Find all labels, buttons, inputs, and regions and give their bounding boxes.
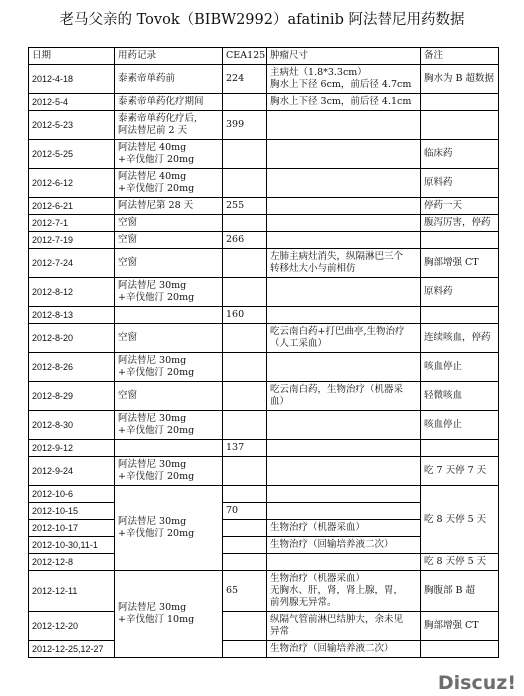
medication-cell [115, 457, 223, 486]
medication-line: +辛伐他汀 20mg [118, 471, 195, 482]
table-row [29, 65, 499, 94]
table-row [29, 111, 499, 140]
date-cell: 2012-10-17 [29, 520, 115, 537]
medication-line: +辛伐他汀 20mg [118, 183, 195, 194]
date-cell: 2012-12-11 [29, 571, 115, 612]
table-row [29, 198, 499, 215]
note-cell [421, 65, 499, 94]
note-line: 胸部增强 CT [424, 257, 479, 268]
medication-cell [115, 65, 223, 94]
medication-line: +辛伐他汀 20mg [118, 425, 195, 436]
cea-cell [223, 324, 267, 353]
note-cell [421, 353, 499, 382]
tumor-size-cell [267, 612, 421, 641]
watermark: Discuz! [437, 672, 516, 694]
table-row [29, 457, 499, 486]
date-cell: 2012-6-12 [29, 169, 115, 198]
medication-cell [115, 249, 223, 278]
medication-line: 阿法替尼 30mg [118, 280, 187, 291]
medication-table [28, 47, 499, 658]
tumor-size-line: 血） [270, 396, 290, 407]
date-cell: 2012-5-23 [29, 111, 115, 140]
table-row [29, 232, 499, 249]
table-row [29, 486, 499, 503]
medication-line: +辛伐他汀 10mg [118, 614, 195, 625]
date-cell: 2012-12-20 [29, 612, 115, 641]
column-header-cea: CEA125 [223, 48, 267, 65]
column-header-note: 备注 [421, 48, 499, 65]
tumor-size-cell [267, 198, 421, 215]
table-row [29, 140, 499, 169]
cea-cell [223, 382, 267, 411]
tumor-size-line: 异常 [270, 626, 290, 637]
tumor-size-cell [267, 641, 421, 658]
date-cell: 2012-10-30,11-1 [29, 537, 115, 554]
note-cell [421, 249, 499, 278]
medication-line: 阿法替尼 30mg [118, 459, 187, 470]
note-cell [421, 440, 499, 457]
note-cell [421, 169, 499, 198]
tumor-size-cell [267, 440, 421, 457]
date-cell: 2012-8-20 [29, 324, 115, 353]
tumor-size-line: 左肺主病灶消失，纵隔淋巴三个 [270, 251, 404, 262]
cea-cell: 137 [223, 440, 267, 457]
medication-cell [115, 571, 223, 658]
date-cell: 2012-8-26 [29, 353, 115, 382]
table-body [29, 65, 499, 658]
date-cell: 2012-8-30 [29, 411, 115, 440]
date-cell: 2012-12-25,12-27 [29, 641, 115, 658]
table-row [29, 249, 499, 278]
cea-cell [223, 353, 267, 382]
date-cell: 2012-4-18 [29, 65, 115, 94]
medication-line: 阿法替尼 40mg [118, 142, 187, 153]
note-line: 停药一天 [424, 200, 463, 211]
medication-line: 空窗 [118, 217, 138, 228]
note-line: 原料药 [424, 286, 453, 297]
note-cell [421, 382, 499, 411]
note-cell [421, 324, 499, 353]
column-header-date: 日期 [29, 48, 115, 65]
date-cell: 2012-6-21 [29, 198, 115, 215]
medication-line: 空窗 [118, 257, 138, 268]
medication-line: 空窗 [118, 332, 138, 343]
cea-cell [223, 641, 267, 658]
cea-cell [223, 520, 267, 537]
tumor-size-line: 生物治疗（机器采血） [270, 573, 366, 584]
note-cell [421, 215, 499, 232]
tumor-size-line: 无胸水、肝，肾，肾上腺，胃， [270, 585, 404, 596]
table-row [29, 554, 499, 571]
table-row [29, 612, 499, 641]
note-cell [421, 612, 499, 641]
cea-cell: 266 [223, 232, 267, 249]
medication-line: 阿法替尼 30mg [118, 602, 187, 613]
tumor-size-cell [267, 169, 421, 198]
medication-cell [115, 307, 223, 324]
note-line: 咳血停止 [424, 419, 463, 430]
tumor-size-line: 生物治疗（回输培养液二次） [270, 539, 394, 550]
tumor-size-line: （人工采血） [270, 338, 328, 349]
tumor-size-cell [267, 554, 421, 571]
cea-cell: 224 [223, 65, 267, 94]
cea-cell [223, 612, 267, 641]
table-row [29, 278, 499, 307]
table-row [29, 169, 499, 198]
note-cell [421, 571, 499, 612]
tumor-size-cell [267, 307, 421, 324]
tumor-size-cell [267, 215, 421, 232]
note-line: 咳血停止 [424, 361, 463, 372]
medication-cell [115, 486, 223, 571]
tumor-size-line: 前列腺无异常。 [270, 597, 337, 608]
cea-cell [223, 215, 267, 232]
tumor-size-line: 胸水上下径 6cm，前后径 4.7cm [270, 79, 412, 90]
column-header-medication: 用药记录 [115, 48, 223, 65]
note-cell [421, 94, 499, 111]
medication-cell [115, 382, 223, 411]
note-cell [421, 554, 499, 571]
date-cell: 2012-9-12 [29, 440, 115, 457]
date-cell: 2012-10-15 [29, 503, 115, 520]
table-row [29, 353, 499, 382]
cea-cell [223, 486, 267, 503]
note-line: 连续咳血，停药 [424, 332, 491, 343]
medication-line: 阿法替尼 30mg [118, 413, 187, 424]
date-cell: 2012-7-1 [29, 215, 115, 232]
cea-cell [223, 411, 267, 440]
note-cell [421, 140, 499, 169]
cea-cell: 255 [223, 198, 267, 215]
note-line: 轻微咳血 [424, 390, 463, 401]
column-header-tumor-size: 肿瘤尺寸 [267, 48, 421, 65]
table-row [29, 641, 499, 658]
medication-line: +辛伐他汀 20mg [118, 528, 195, 539]
medication-cell [115, 198, 223, 215]
note-line: 吃 7 天停 7 天 [424, 465, 487, 476]
note-line: 胸水为 B 超数据 [424, 73, 495, 84]
medication-line: +辛伐他汀 20mg [118, 292, 195, 303]
note-cell [421, 232, 499, 249]
cea-cell [223, 457, 267, 486]
note-line: 临床药 [424, 148, 453, 159]
tumor-size-cell [267, 503, 421, 520]
tumor-size-line: 吃云南白药+打巴曲亭,生物治疗 [270, 326, 405, 337]
tumor-size-cell [267, 94, 421, 111]
table-row [29, 307, 499, 324]
date-cell: 2012-8-29 [29, 382, 115, 411]
tumor-size-cell [267, 571, 421, 612]
date-cell: 2012-12-8 [29, 554, 115, 571]
medication-cell [115, 278, 223, 307]
table-row [29, 571, 499, 612]
note-line: 胸腹部 B 超 [424, 585, 476, 596]
tumor-size-line: 胸水上下径 3cm，前后径 4.1cm [270, 96, 412, 107]
medication-cell [115, 232, 223, 249]
table-row [29, 215, 499, 232]
medication-cell [115, 440, 223, 457]
note-line: 吃 8 天停 5 天 [424, 513, 487, 525]
cea-cell [223, 169, 267, 198]
table-row [29, 411, 499, 440]
medication-cell [115, 140, 223, 169]
cea-cell [223, 554, 267, 571]
date-cell: 2012-7-19 [29, 232, 115, 249]
tumor-size-cell [267, 65, 421, 94]
cea-cell: 399 [223, 111, 267, 140]
date-cell: 2012-5-25 [29, 140, 115, 169]
medication-line: 阿法替尼前 2 天 [118, 125, 188, 136]
date-cell: 2012-8-13 [29, 307, 115, 324]
note-line: 胸部增强 CT [424, 620, 479, 631]
table-row [29, 94, 499, 111]
tumor-size-cell [267, 382, 421, 411]
medication-cell [115, 353, 223, 382]
tumor-size-line: 生物治疗（机器采血） [270, 522, 366, 533]
medication-line: 空窗 [118, 234, 138, 245]
note-line: 原料药 [424, 177, 453, 188]
cea-cell: 70 [223, 503, 267, 520]
medication-line: 阿法替尼 30mg [118, 516, 187, 527]
medication-line: 泰素帝单药化疗期间 [118, 96, 204, 107]
tumor-size-cell [267, 140, 421, 169]
medication-line: 阿法替尼第 28 天 [118, 200, 194, 211]
date-cell: 2012-5-4 [29, 94, 115, 111]
date-cell: 2012-8-12 [29, 278, 115, 307]
cea-cell [223, 94, 267, 111]
tumor-size-cell [267, 249, 421, 278]
note-cell [421, 486, 499, 554]
tumor-size-line: 主病灶（1.8*3.3cm） [270, 67, 367, 78]
medication-cell [115, 94, 223, 111]
note-cell [421, 278, 499, 307]
medication-line: +辛伐他汀 20mg [118, 154, 195, 165]
tumor-size-cell [267, 486, 421, 503]
tumor-size-cell [267, 353, 421, 382]
cea-cell [223, 140, 267, 169]
tumor-size-cell [267, 111, 421, 140]
tumor-size-cell [267, 457, 421, 486]
medication-cell [115, 215, 223, 232]
cea-cell: 160 [223, 307, 267, 324]
tumor-size-cell [267, 278, 421, 307]
tumor-size-line: 吃云南白药，生物治疗（机器采 [270, 384, 404, 395]
cea-cell [223, 537, 267, 554]
medication-cell [115, 324, 223, 353]
table-row [29, 440, 499, 457]
note-cell [421, 198, 499, 215]
cea-cell [223, 278, 267, 307]
medication-line: 泰素帝单药前 [118, 73, 176, 84]
note-cell [421, 307, 499, 324]
cea-cell: 65 [223, 571, 267, 612]
tumor-size-cell [267, 411, 421, 440]
note-cell [421, 111, 499, 140]
tumor-size-cell [267, 232, 421, 249]
date-cell: 2012-7-24 [29, 249, 115, 278]
note-cell [421, 411, 499, 440]
tumor-size-cell [267, 324, 421, 353]
page-title: 老马父亲的 Tovok（BIBW2992）afatinib 阿法替尼用药数据 [59, 12, 465, 28]
tumor-size-line: 生物治疗（回输培养液二次） [270, 643, 394, 654]
date-cell: 2012-9-24 [29, 457, 115, 486]
date-cell: 2012-10-6 [29, 486, 115, 503]
tumor-size-cell [267, 537, 421, 554]
medication-cell [115, 169, 223, 198]
medication-line: +辛伐他汀 20mg [118, 367, 195, 378]
table-row [29, 382, 499, 411]
cea-cell [223, 249, 267, 278]
note-cell [421, 457, 499, 486]
note-line: 吃 8 天停 5 天 [424, 556, 487, 567]
medication-line: 空窗 [118, 390, 138, 401]
tumor-size-cell [267, 520, 421, 537]
medication-line: 阿法替尼 40mg [118, 171, 187, 182]
medication-cell [115, 111, 223, 140]
medication-line: 阿法替尼 30mg [118, 355, 187, 366]
table-row [29, 324, 499, 353]
medication-line: 泰素帝单药化疗后, [118, 113, 198, 124]
header-row [29, 48, 499, 65]
tumor-size-line: 转移灶大小与前相仿 [270, 263, 356, 274]
medication-cell [115, 411, 223, 440]
tumor-size-line: 纵隔气管前淋巴结肿大，余未见 [270, 614, 404, 625]
note-cell [421, 641, 499, 658]
note-line: 腹泻厉害，停药 [424, 217, 491, 228]
